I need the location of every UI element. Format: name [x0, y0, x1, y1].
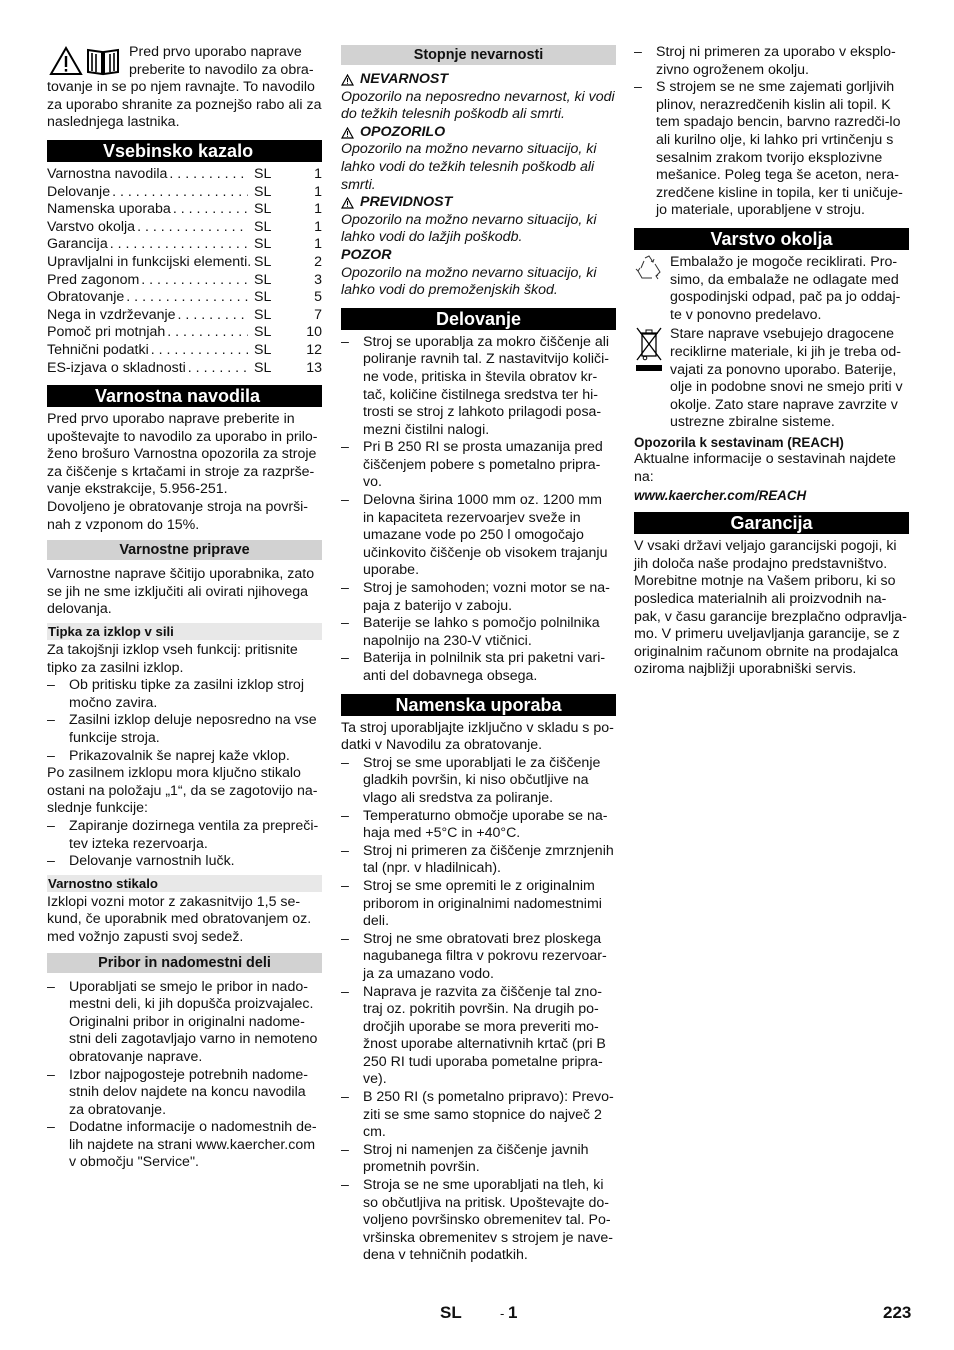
toc-row[interactable] — [47, 307, 322, 325]
list-item: – Baterija in polnilnik sta pri paketni vari-anti del dobavnega obsega. — [341, 650, 616, 685]
safety-heading: Varnostna navodila — [47, 385, 322, 407]
toc-lang: SL — [254, 218, 272, 235]
warning-level-head — [341, 124, 616, 142]
warning-triangle-icon — [49, 46, 83, 76]
toc-title: Pomoč pri motnjah — [47, 324, 166, 341]
warranty-paragraph: V vsaki državi veljajo garancijski pogoji, ki jih določa naše prodajno predstavništvo. Morebitne motnje na Vašem priboru, ki so posledica materialnih ali proizvodnih na-pak, v času garancije brezplačno odpravlja-mo. V primeru uveljavljanja garancije, se z originalnim računom obrnite na prodajalca oziroma najbližji uporabniški servis. — [634, 538, 907, 678]
intro-text-rest: tovanje in se po njem ravnajte. To navodilo za uporabo shranite za poznejšo rabo ali za naslednjega lastnika. — [47, 79, 322, 131]
devices-heading: Varnostne priprave — [47, 540, 322, 560]
toc-title: Garancija — [47, 236, 108, 253]
parts-heading: Pribor in nadomestni deli — [47, 953, 322, 973]
toc-lang: SL — [254, 289, 272, 306]
toc-page: 7 — [314, 306, 322, 323]
danger-level-head — [341, 71, 616, 89]
list-item: – Stroj se sme opremiti le z originalnim priborom in originalnimi nadomestnimi deli. — [341, 878, 616, 931]
toc-lang: SL — [254, 306, 272, 323]
intended-use-heading: Namenska uporaba — [341, 694, 616, 716]
footer-page-total: 223 — [883, 1303, 912, 1322]
toc-row[interactable] — [47, 272, 322, 290]
toc-page: 1 — [314, 165, 322, 182]
toc-lang: SL — [254, 341, 272, 358]
list-item: – Stroj je samohoden; vozni motor se na-paja z baterijo v zaboju. — [341, 580, 616, 615]
reach-link[interactable]: www.kaercher.com/REACH — [634, 487, 807, 503]
toc-page: 1 — [314, 218, 322, 235]
intro-icons — [49, 46, 121, 76]
toc-row[interactable] — [47, 324, 322, 342]
warning-triangle-icon — [341, 127, 354, 139]
list-item: – Stroj se sme uporabljati le za čiščenje gladkih površin, ki niso občutljive na vlago ali sredstva za poliranje. — [341, 755, 616, 808]
list-item: – Dodatne informacije o nadomestnih de-lih najdete na strani www.kaercher.com v območju "Service". — [47, 1119, 322, 1172]
warning-triangle-icon — [341, 197, 354, 209]
toc-title: Nega in vzdrževanje — [47, 306, 176, 323]
toc-page: 12 — [306, 341, 322, 358]
environment-paragraph-2: Stare naprave vsebujejo dragocene reciklirne materiale, ki jih je treba od-vajati za ponovno uporabo. Baterije, olje in podobne snovi ne smejo priti v okolje. Zato stare naprave zavrzite v ustrezne zbiralne sisteme. — [670, 326, 903, 431]
recycling-icon — [634, 254, 664, 284]
list-item: – Zasilni izklop deluje neposredno na vse funkcije stroja. — [47, 712, 322, 747]
list-item: – Pri B 250 RI se prosta umazanija pred čiščenjem pobere s pometalno pripra-vo. — [341, 439, 616, 492]
toc-row[interactable] — [47, 201, 322, 219]
reach-paragraph: Aktualne informacije o sestavinah najdete na: — [634, 451, 896, 486]
toc-title: Pred zagonom — [47, 271, 140, 288]
toc-lang: SL — [254, 201, 272, 218]
list-item: – Stroj ne sme obratovati brez ploskega nagubanega filtra v pokrovu rezervoar-ja za umazano vodo. — [341, 931, 616, 984]
toc-title: Obratovanje — [47, 289, 125, 306]
toc-row[interactable] — [47, 360, 322, 378]
toc-lang: SL — [254, 165, 272, 182]
level-text: Opozorilo na možno nevarno situacijo, ki lahko vodi do premoženjskih škod. — [341, 264, 597, 299]
disposal-row — [634, 326, 909, 432]
recycling-row — [634, 254, 909, 324]
level-text: Opozorilo na možno nevarno situacijo, ki lahko vodi do težkih telesnih poškodb ali smrti. — [341, 141, 597, 193]
toc-page: 5 — [314, 289, 322, 306]
toc-page: 2 — [314, 253, 322, 270]
reach-heading: Opozorila k sestavinam (REACH) — [634, 434, 844, 450]
list-item: – Stroj ni primeren za uporabo v eksplo-zivno ogroženem okolju. — [634, 44, 909, 79]
levels-heading: Stopnje nevarnosti — [341, 45, 616, 65]
toc-lang: SL — [254, 183, 272, 200]
toc-row[interactable] — [47, 289, 322, 307]
list-item: – Delovna širina 1000 mm oz. 1200 mm in kapaciteta rezervoarjev sveže in umazane vode po 250 l omogočajo učinkovito čiščenje ob visokem trajanju uporabe. — [341, 492, 616, 580]
toc-page: 10 — [306, 324, 322, 341]
toc-page: 13 — [306, 359, 322, 376]
intended-use-paragraph: Ta stroj uporabljajte izključno v skladu s po-datki v Navodilu za obratovanje. — [341, 719, 614, 754]
toc-title: ES-izjava o skladnosti — [47, 359, 186, 376]
toc-row[interactable] — [47, 254, 322, 272]
safety-paragraph-1: Pred prvo uporabo naprave preberite in upoštevajte to navodilo za uporabo in prilo-ženo brošuro Varnostna opozorila za stroje za čiščenje s krtačami in stroje za razprše-vanje ekstrakcije, 5.956-251. — [47, 411, 318, 498]
list-item: – Stroj se uporablja za mokro čiščenje ali poliranje ravnih tal. Z nastavitvijo količi-ne vode, pritiska in števila obratov kr-tač, količine čistilnega sredstva ter hi-trosti se stroj z lahkoto prilagodi posa-mezni čistilni nalogi. — [341, 334, 616, 440]
crossed-bin-icon — [634, 326, 664, 374]
column-2 — [341, 44, 616, 1265]
list-item: – Prikazovalnik še naprej kaže vklop. — [47, 748, 322, 766]
toc-lang: SL — [254, 271, 272, 288]
column-1 — [47, 44, 322, 1172]
toc-title: Varnostna navodila — [47, 165, 168, 182]
toc-page: 3 — [314, 271, 322, 288]
signal-word: NEVARNOST — [360, 71, 449, 87]
toc-title: Upravljalni in funkcijski elementi — [47, 253, 248, 270]
list-item: – Uporabljati se smejo le pribor in nado-mestni deli, ki jih dopušča proizvajalec. Originalni pribor in originalni nadome-stni deli zagotavljajo varno in nemoteno obratovanje naprave. — [47, 979, 322, 1067]
toc-lang: SL — [254, 253, 272, 270]
list-item: – Zapiranje dozirnega ventila za prepreči-tev izteka rezervoarja. — [47, 818, 322, 853]
list-item: – Ob pritisku tipke za zasilni izklop stroj močno zavira. — [47, 677, 322, 712]
operation-heading: Delovanje — [341, 308, 616, 330]
environment-paragraph-1: Embalažo je mogoče reciklirati. Pro-simo, da embalaže ne odlagate med gospodinjski odpad, pač pa jo oddaj-te v ponovno predelavo. — [670, 253, 901, 323]
toc-lang: SL — [254, 324, 272, 341]
signal-word: PREVIDNOST — [360, 194, 453, 211]
manual-book-icon — [85, 46, 121, 76]
level-text: Opozorilo na možno nevarno situacijo, ki lahko vodi do lažjih poškodb. — [341, 211, 597, 246]
level-text: Opozorilo na neposredno nevarnost, ki vodi do težkih telesnih poškodb ali smrti. — [341, 88, 615, 123]
list-item: – Baterije se lahko s pomočjo polnilnika napolnijo na 230-V vtičnici. — [341, 615, 616, 650]
footer-page-local: - 1 — [500, 1303, 518, 1322]
switch-heading: Varnostno stikalo — [47, 875, 322, 892]
list-item: – B 250 RI (s pometalno pripravo): Prevo-ziti se sme samo stopnice do največ 2 cm. — [341, 1089, 616, 1142]
column-3 — [634, 44, 909, 679]
footer-lang: SL — [440, 1303, 462, 1322]
safety-paragraph-2: Dovoljeno je obratovanje stroja na površi-nah z vzponom do 15%. — [47, 499, 309, 533]
list-item: – Naprava je razvita za čiščenje tal zno-traj oz. pokritih površin. Na drugih po-dročjih uporabe se mora preveriti mo-žnost uporabe alternativnih krtač (pri B 250 RI tudi uporaba pometalne pripra-ve). — [341, 984, 616, 1090]
toc-title: Delovanje — [47, 183, 111, 200]
toc-row[interactable] — [47, 219, 322, 237]
toc-row[interactable] — [47, 342, 322, 360]
warning-triangle-icon — [341, 74, 354, 86]
toc-lang: SL — [254, 236, 272, 253]
list-item: – Temperaturno območje uporabe se na-haja med +5°C in +40°C. — [341, 808, 616, 843]
intro-block — [47, 44, 322, 79]
intro-text-top: Pred prvo uporabo naprave preberite to navodilo za obra- — [129, 44, 314, 78]
toc-page: 1 — [314, 236, 322, 253]
toc-title: Tehnični podatki — [47, 341, 149, 358]
list-item: – Izbor najpogosteje potrebnih nadome-stnih delov najdete na koncu navodila za obratovanje. — [47, 1067, 322, 1120]
toc-title: Namenska uporaba — [47, 201, 171, 218]
toc-page: 1 — [314, 201, 322, 218]
toc-row[interactable] — [47, 184, 322, 202]
environment-heading: Varstvo okolja — [634, 228, 909, 250]
toc-heading: Vsebinsko kazalo — [47, 140, 322, 162]
estop-paragraph: Za takojšnji izklop vseh funkcij: pritisnite tipko za zasilni izklop. — [47, 642, 298, 676]
switch-paragraph: Izklopi vozni motor z zakasnitvijo 1,5 se-kund, če uporabnik med obratovanjem oz. med vožnjo zapusti svoj sedež. — [47, 893, 312, 945]
list-item: – Stroj ni namenjen za čiščenje javnih prometnih površin. — [341, 1142, 616, 1177]
warranty-heading: Garancija — [634, 512, 909, 534]
signal-word: POZOR — [341, 246, 392, 263]
list-item: – Stroja se ne sme uporabljati na tleh, ki so občutljiva na pritisk. Upoštevajte do-voljeno površinsko obremenitev tal. Po-vršinska obremenitev s strojem je nave-dena v tehničnih podatkih. — [341, 1177, 616, 1265]
list-item: – Delovanje varnostnih lučk. — [47, 853, 322, 871]
list-item: – S strojem se ne sme zajemati gorljivih plinov, nerazredčenih kislin ali topil. K tem spadajo bencin, barvno razredči-lo ali kurilno olje, ki lahko pri vrtinčenju s sesalnim zrakom tvorijo eksplozivne mešanice. Poleg tega še aceton, nera-zredčene kisline in topila, ker ti uničuje-jo materiale, uporabljene v stroju. — [634, 79, 909, 220]
list-item: – Stroj ni primeren za čiščenje zmrznjenih tal (npr. v hladilnicah). — [341, 843, 616, 878]
toc-title: Varstvo okolja — [47, 218, 136, 235]
toc-list — [47, 166, 322, 377]
toc-row[interactable] — [47, 236, 322, 254]
toc-row[interactable] — [47, 166, 322, 184]
toc-page: 1 — [314, 183, 322, 200]
toc-lang: SL — [254, 359, 272, 376]
notice-level-head — [341, 247, 616, 265]
estop-heading: Tipka za izklop v sili — [47, 623, 322, 640]
signal-word: OPOZORILO — [360, 123, 446, 140]
estop-paragraph-2: Po zasilnem izklopu mora ključno stikalo ostani na položaju „1“, da se zagotovijo na-slednje funkcije: — [47, 765, 318, 817]
devices-paragraph: Varnostne naprave ščitijo uporabnika, zato se jih ne sme izključiti ali ovirati njihovega delovanja. — [47, 566, 315, 618]
caution-level-head — [341, 194, 616, 212]
